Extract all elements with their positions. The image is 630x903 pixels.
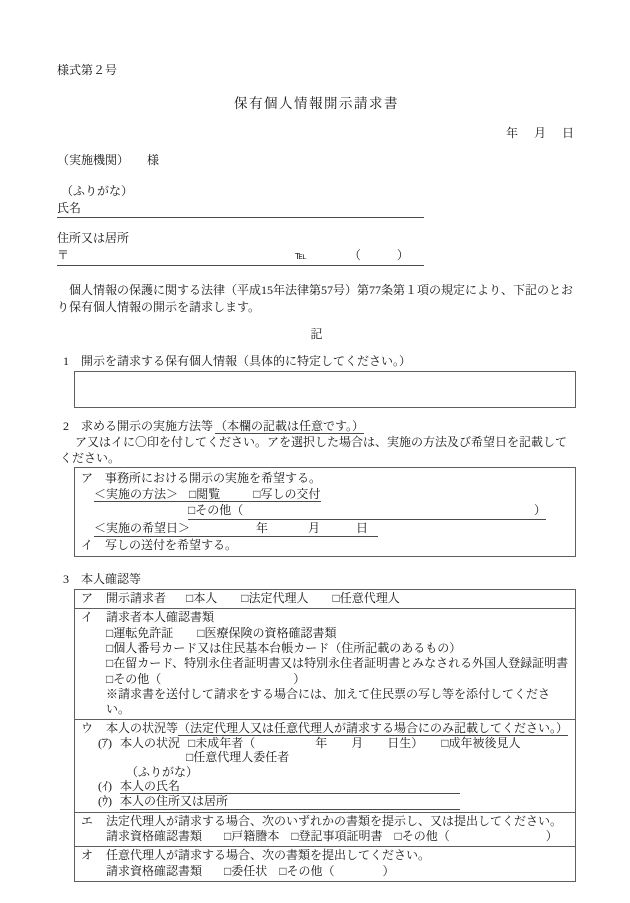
row-marker: ア: [81, 591, 94, 606]
row-marker: ウ: [81, 721, 94, 736]
checkbox-other-document: □その他（ ）: [106, 671, 306, 686]
principal-label: 本人の状況等: [106, 721, 179, 736]
principal-name-label: 本人の氏名: [120, 779, 181, 794]
section2-heading: [57, 418, 576, 435]
address-label: 住所又は居所: [57, 231, 130, 245]
method-fill-line: [94, 487, 321, 502]
principal-name-row: [81, 779, 571, 794]
section1-heading: 1 開示を請求する保有個人情報（具体的に特定してください。）: [63, 354, 412, 368]
principal-furigana-label: （ふりがな）: [126, 764, 199, 779]
option-copy-by-mail: イ 写しの送付を希望する。: [81, 537, 238, 552]
docs-label: 請求資格確認書類: [106, 863, 203, 878]
postal-tel-field-row: [57, 247, 576, 266]
desired-date-label: ＜実施の希望日＞: [94, 520, 191, 535]
date-line: 年 月 日: [505, 126, 576, 140]
name-field-row: [57, 200, 576, 218]
principal-note: （法定代理人又は任意代理人が請求する場合にのみ記載してください。）: [178, 721, 569, 736]
sub-marker-a: (ｱ): [98, 735, 112, 750]
principal-address-row: [81, 794, 571, 809]
method-row: [81, 486, 575, 502]
status-label: 本人の状況: [120, 735, 181, 750]
row-marker: イ: [81, 610, 94, 625]
month-label: 月: [308, 520, 321, 535]
section3-identity-box: [74, 589, 576, 882]
intro-paragraph: 個人情報の保護に関する法律（平成15年法律第57号）第77条第１項の規定により、下記のとおり保有個人情報の開示を請求します。: [57, 283, 574, 314]
voluntary-rep-text: 任意代理人が請求する場合、次の書類を提出してください。: [106, 848, 431, 863]
sub-marker-i: (ｲ): [98, 779, 112, 794]
furigana-label: （ふりがな）: [61, 184, 134, 198]
status-checkboxes: □未成年者（ 年 月 日生） □成年被後見人: [188, 735, 521, 750]
legal-rep-header: [81, 814, 571, 829]
page-title: 保有個人情報開示請求書: [234, 96, 399, 111]
principal-header: [81, 721, 571, 735]
section2-instruction: [57, 435, 576, 466]
documents-header: [81, 610, 571, 625]
tel-label: ℡: [295, 250, 307, 262]
checkbox-drivers-license-insurance: □運転免許証 □医療保険の資格確認書類: [106, 625, 337, 640]
legal-rep-text: 法定代理人が請求する場合、次のいずれかの書類を提示し、又は提出してください。: [106, 813, 563, 828]
desired-date-row: [81, 520, 575, 537]
row-voluntary-representative: [75, 846, 575, 881]
option-office-disclosure: ア 事務所における開示の実施を希望する。: [81, 471, 322, 485]
principal-address-fill-line: [120, 794, 460, 809]
section3-heading: 3 本人確認等: [63, 572, 142, 587]
checkbox-mynumber-card: □個人番号カード又は住民基本台帳カード（住所記載のあるもの）: [106, 640, 462, 655]
documents-label: 請求者本人確認書類: [106, 610, 215, 625]
section2-method-box: [74, 467, 576, 557]
row-identity-documents: [75, 608, 575, 719]
sub-marker-u: (ｳ): [98, 794, 112, 809]
checkbox-other: [188, 502, 546, 519]
tel-area-code-parens: （ ）: [348, 248, 409, 262]
instruction-line-1: ア又はイに〇印を付してください。アを選択した場合は、実施の方法及び希望日を記載して: [75, 435, 568, 449]
checkbox-residence-card: □在留カード、特別永住者証明書又は特別永住者証明書とみなされる外国人登録証明書: [106, 656, 569, 671]
voluntary-rep-docs-row: [81, 864, 571, 879]
name-fill-line: [57, 200, 424, 218]
section2-heading-note: （本欄の記載は任意です。）: [215, 419, 365, 433]
day-label: 日: [356, 520, 369, 535]
year-label: 年: [256, 520, 269, 535]
other-open-text: □その他（: [188, 503, 244, 518]
principal-address-label: 本人の住所又は居所: [120, 794, 229, 809]
other-close-paren: ）: [533, 503, 546, 518]
checkbox-voluntary-delegator: □任意代理人委任者: [186, 750, 290, 765]
legal-rep-docs-row: [81, 829, 571, 844]
principal-status-row: [81, 736, 571, 750]
docs-label: 請求資格確認書類: [106, 829, 203, 844]
disclosure-target-input-box: [74, 371, 576, 408]
checkbox-copy: □写しの交付: [253, 487, 321, 502]
requester-checkboxes: □本人 □法定代理人 □任意代理人: [186, 591, 400, 606]
checkbox-view: □閲覧: [189, 487, 221, 502]
section2-heading-text: 2 求める開示の実施方法等: [63, 419, 214, 433]
desired-date-fill-line: [94, 520, 378, 537]
recipient-line: （実施機関） 様: [57, 153, 160, 167]
row-marker: オ: [81, 848, 94, 863]
row-disclosure-requester: [75, 590, 575, 608]
principal-name-fill-line: [120, 779, 460, 794]
instruction-line-2: ください。: [60, 450, 121, 465]
row-marker: エ: [81, 813, 94, 828]
requester-label: 開示請求者: [106, 591, 167, 606]
method-other-row: [81, 502, 575, 519]
voluntary-rep-header: [81, 848, 571, 863]
method-label: ＜実施の方法＞: [94, 487, 179, 502]
mail-request-note: ※請求書を送付して請求をする場合には、加えて住民票の写し等を添付してください。: [106, 686, 551, 717]
postal-tel-fill-line: [57, 247, 424, 266]
row-principal-status: [75, 719, 575, 811]
legal-rep-checkboxes: □戸籍謄本 □登記事項証明書 □その他（ ）: [224, 829, 558, 844]
ki-label: 記: [310, 327, 323, 341]
postal-mark: 〒: [57, 248, 70, 262]
name-label: 氏名: [57, 201, 82, 215]
row-legal-representative: [75, 812, 575, 847]
form-number: 様式第２号: [57, 63, 118, 77]
voluntary-rep-checkboxes: □委任状 □その他（ ）: [224, 863, 395, 878]
